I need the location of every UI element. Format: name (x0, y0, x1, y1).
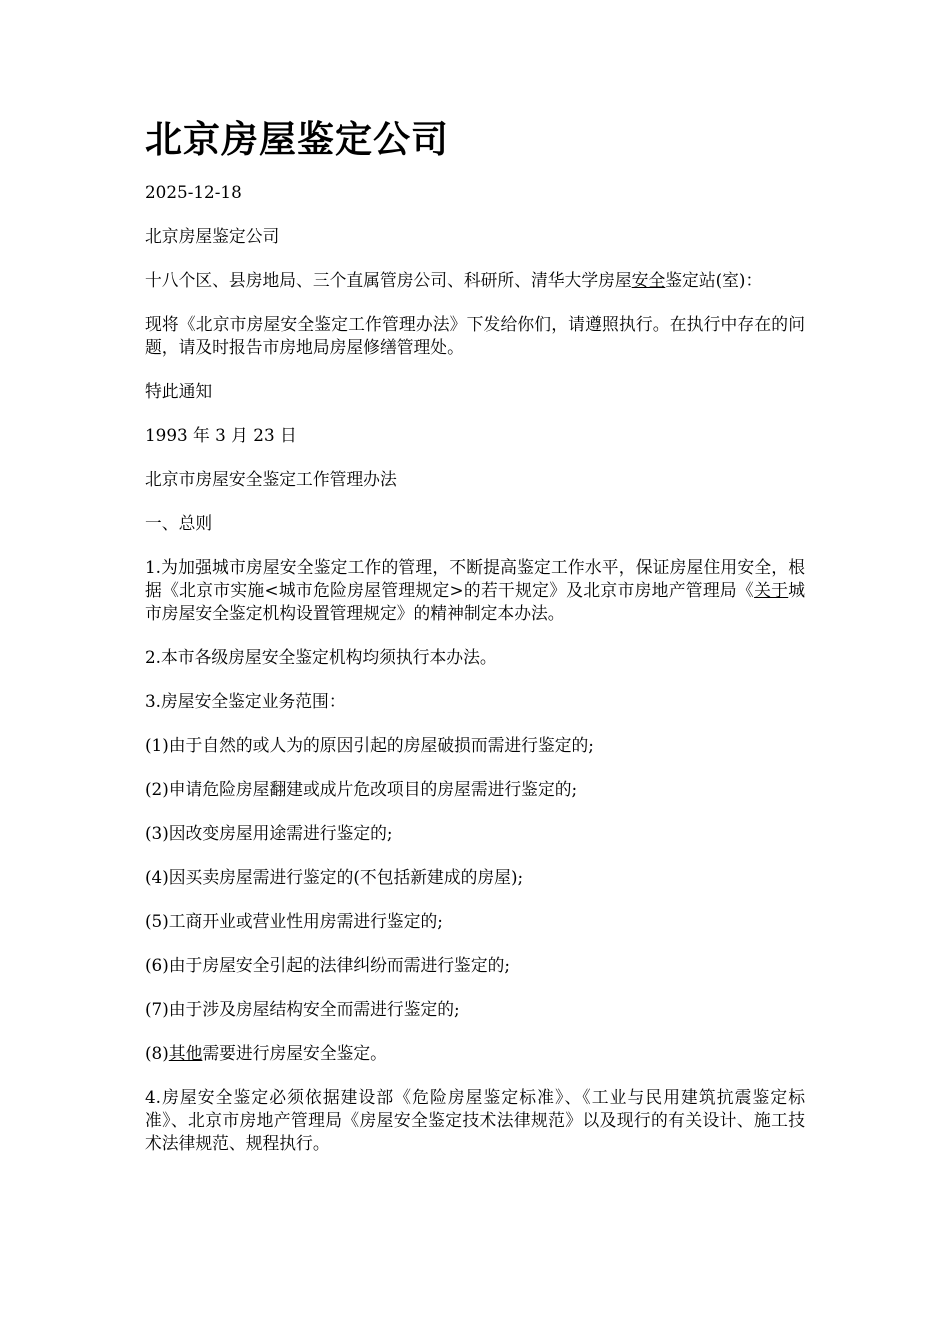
scope-item-5: (5)工商开业或营业性用房需进行鉴定的; (145, 911, 443, 931)
scope-item-4: (4)因买卖房屋需进行鉴定的(不包括新建成的房屋); (145, 867, 524, 887)
document-page (145, 112, 805, 1176)
page-title: 北京房屋鉴定公司 (145, 118, 449, 161)
article-1-paragraph (145, 556, 805, 625)
recipients-text-end: 鉴定站(室)： (665, 270, 763, 290)
article-2-paragraph: 2.本市各级房屋安全鉴定机构均须执行本办法。 (145, 647, 497, 667)
article-3-paragraph: 3.房屋安全鉴定业务范围： (145, 691, 346, 711)
issue-date-line: 1993 年 3 月 23 日 (145, 425, 297, 445)
section-heading: 一、总则 (145, 513, 213, 533)
recipients-paragraph (145, 269, 805, 292)
article-4-paragraph: 4.房屋安全鉴定必须依据建设部《危险房屋鉴定标准》、《工业与民用建筑抗震鉴定标准》、北京市房地产管理局《房屋安全鉴定技术法律规范》以及现行的有关设计、施工技术法律规范、规程执行。 (145, 1087, 805, 1153)
scope-item-8-text: 需要进行房屋安全鉴定。 (202, 1043, 387, 1063)
scope-item-3: (3)因改变房屋用途需进行鉴定的; (145, 823, 393, 843)
scope-item-8 (145, 1042, 805, 1065)
document-heading: 北京市房屋安全鉴定工作管理办法 (145, 469, 397, 489)
scope-item-7: (7)由于涉及房屋结构安全而需进行鉴定的; (145, 999, 460, 1019)
article-1-text-end: 城市房屋安全鉴定机构设置管理规定》的精神制定本办法。 (145, 580, 805, 623)
guanyu-link[interactable]: 关于 (754, 580, 789, 600)
recipients-text: 十八个区、县房地局、三个直属管房公司、科研所、清华大学房屋 (145, 270, 632, 290)
safety-link[interactable]: 安全 (631, 270, 666, 290)
closing-line: 特此通知 (145, 381, 213, 401)
scope-item-8-prefix: (8) (145, 1043, 169, 1063)
qita-link[interactable]: 其他 (168, 1043, 203, 1063)
company-line: 北京房屋鉴定公司 (145, 226, 280, 246)
date-line: 2025-12-18 (145, 182, 242, 202)
scope-item-6: (6)由于房屋安全引起的法律纠纷而需进行鉴定的; (145, 955, 511, 975)
article-1-text: 1.为加强城市房屋安全鉴定工作的管理，不断提高鉴定工作水平，保证房屋住用安全，根据《北京市实施<城市危险房屋管理规定>的若干规定》及北京市房地产管理局《 (145, 557, 805, 600)
notice-body-paragraph: 现将《北京市房屋安全鉴定工作管理办法》下发给你们，请遵照执行。在执行中存在的问题，请及时报告市房地局房屋修缮管理处。 (145, 314, 805, 357)
scope-item-1: (1)由于自然的或人为的原因引起的房屋破损而需进行鉴定的; (145, 735, 594, 755)
scope-item-2: (2)申请危险房屋翻建或成片危改项目的房屋需进行鉴定的; (145, 779, 578, 799)
